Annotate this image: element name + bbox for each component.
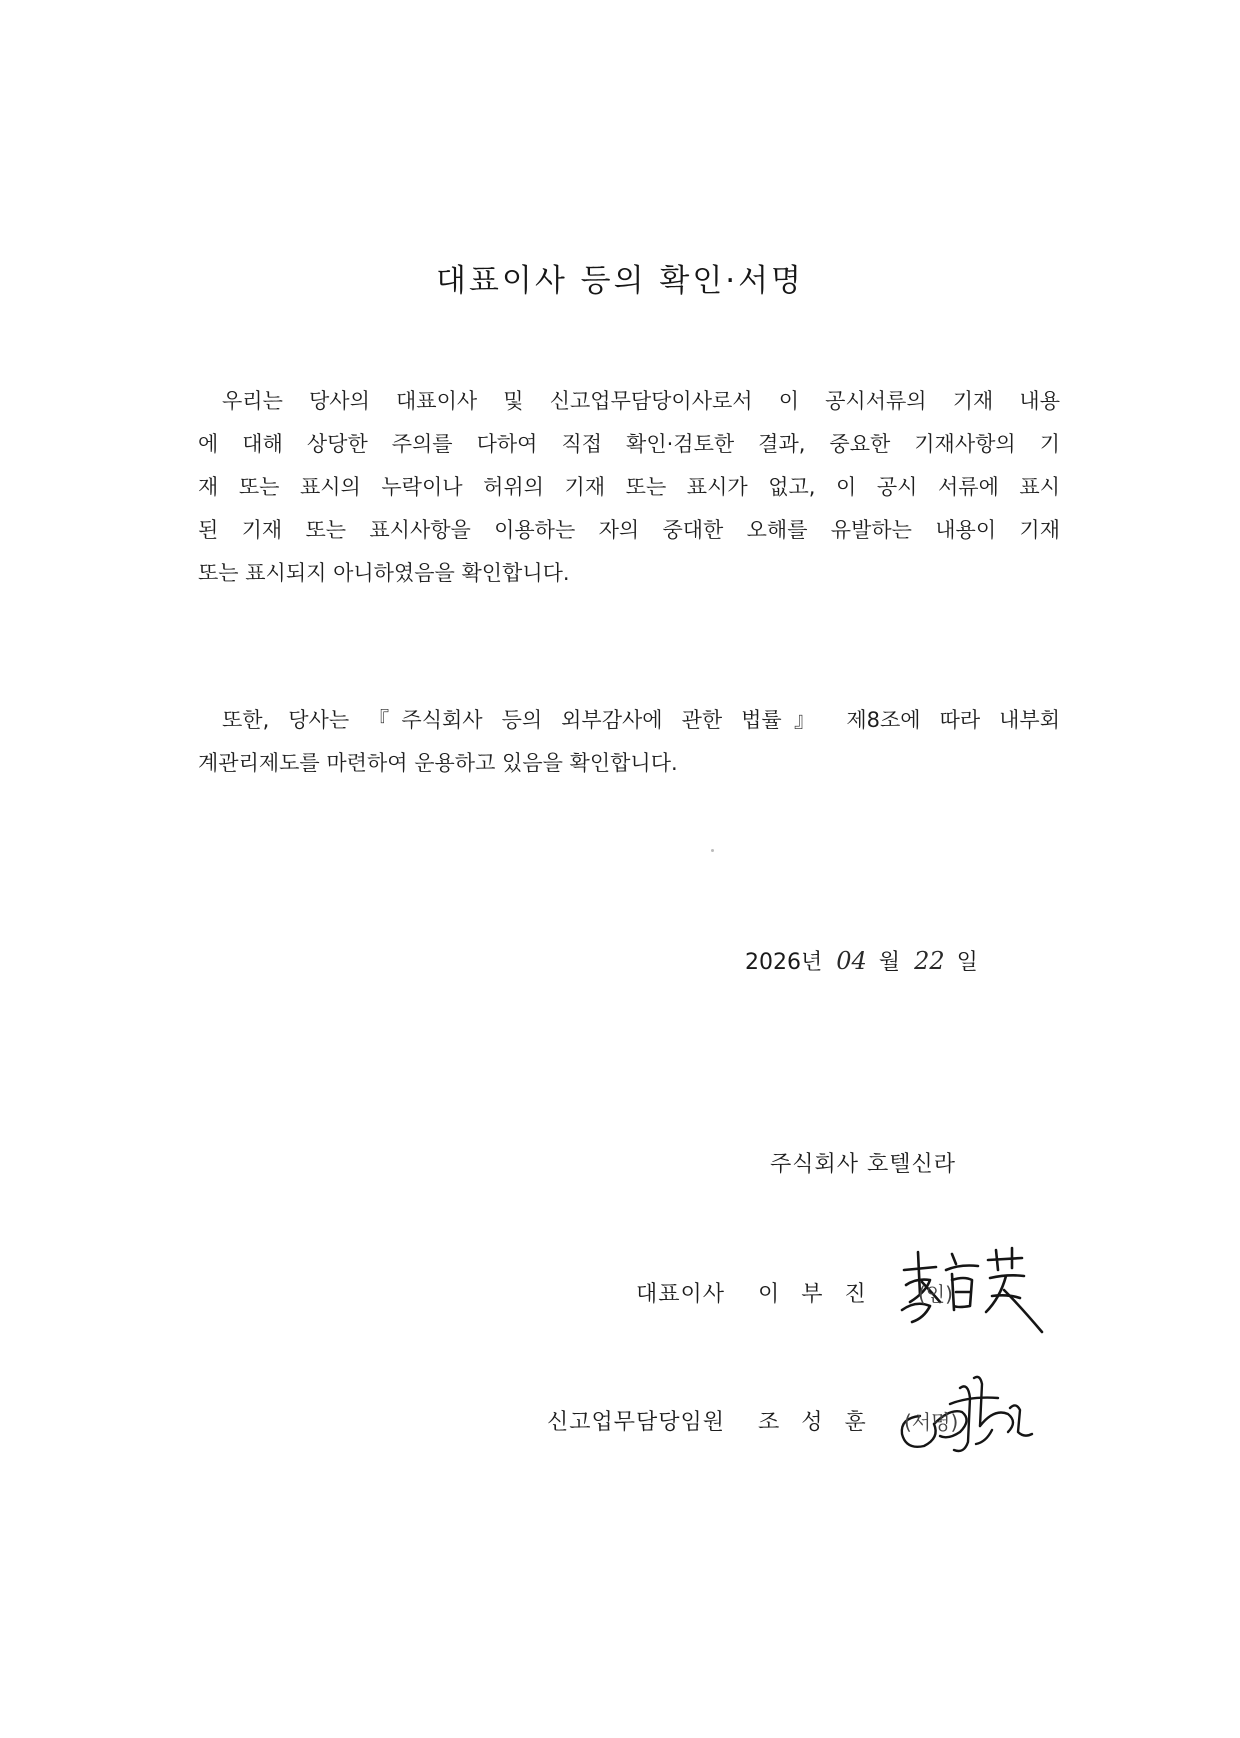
date-month-handwritten: 04 (836, 947, 867, 975)
paragraph-line: 또한, 당사는 『주식회사 등의 외부감사에 관한 법률』 제8조에 따라 내부회 (222, 708, 1060, 732)
document-title: 대표이사 등의 확인·서명 (435, 263, 805, 299)
signatory-name-ceo (758, 1277, 898, 1307)
internal-control-paragraph (198, 699, 1060, 785)
scan-speck (711, 849, 714, 852)
date-day-unit: 일 (956, 950, 978, 975)
disclosure-officer-signature (890, 1368, 1045, 1468)
signatory-role-disclosure-officer (530, 1405, 725, 1435)
signature-mark: (서명) (904, 1410, 959, 1434)
signatory-name-disclosure-officer (758, 1405, 898, 1435)
confirmation-paragraph (198, 380, 1060, 595)
ceo-signature (896, 1240, 1046, 1340)
paragraph-line: 재 또는 표시의 누락이나 허위의 기재 또는 표시가 없고, 이 공시 서류에 표시 (198, 475, 1060, 499)
seal-mark: (인) (918, 1282, 953, 1306)
paragraph-line: 에 대해 상당한 주의를 다하여 직접 확인·검토한 결과, 중요한 기재사항의 기 (198, 432, 1060, 456)
name-label: 이부진 (758, 1282, 888, 1307)
paragraph-line: 계관리제도를 마련하여 운용하고 있음을 확인합니다. (198, 751, 678, 775)
date-year: 2026년 (745, 950, 823, 975)
role-label: 신고업무담당임원 (546, 1410, 725, 1435)
role-label: 대표이사 (635, 1282, 725, 1307)
name-label: 조성훈 (758, 1410, 888, 1435)
signing-date (745, 945, 978, 976)
company-name: 주식회사 호텔신라 (770, 1152, 957, 1177)
paragraph-line: 우리는 당사의 대표이사 및 신고업무담당이사로서 이 공시서류의 기재 내용 (222, 389, 1060, 413)
paragraph-line: 또는 표시되지 아니하였음을 확인합니다. (198, 561, 570, 585)
paragraph-line: 된 기재 또는 표시사항을 이용하는 자의 중대한 오해를 유발하는 내용이 기재 (198, 518, 1060, 542)
signatory-role-ceo (610, 1277, 725, 1307)
date-day-handwritten: 22 (914, 947, 945, 975)
date-month-unit: 월 (878, 950, 901, 975)
